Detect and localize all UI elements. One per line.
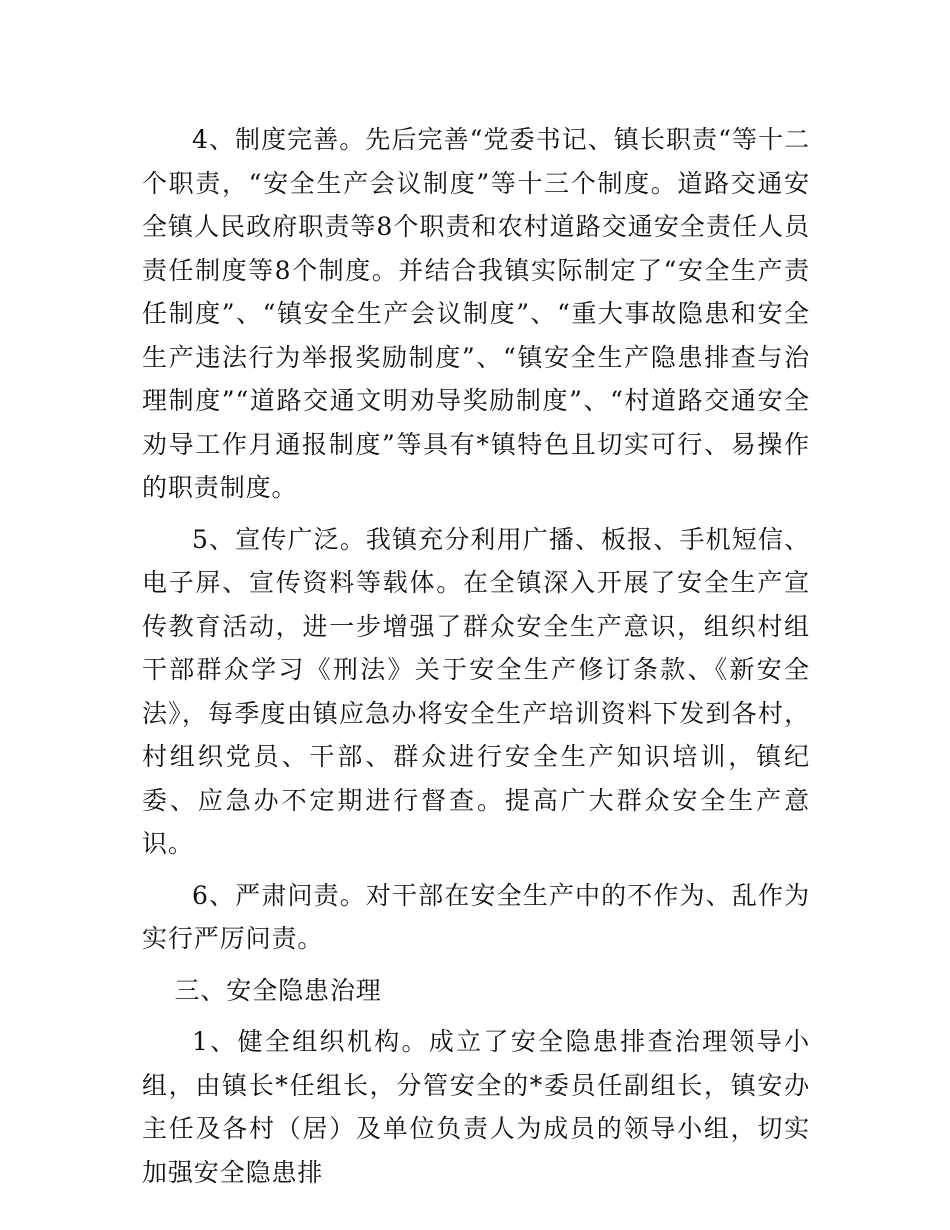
paragraph-system-improvement: 4、制度完善。先后完善“党委书记、镇长职责“等十二个职责，“安全生产会议制度”等十三个制度。道路交通安全镇人民政府职责等8个职责和农村道路交通安全责任人员责任制度等8个制度。并结合我镇实际制定了“安全生产责任制度”、“镇安全生产会议制度”、“重大事故隐患和安全生产违法行为举报奖励制度”、“镇安全生产隐患排查与治理制度”“道路交通文明劝导奖励制度”、“村道路交通安全劝导工作月通报制度”等具有*镇特色且切实可行、易操作的职责制度。: [142, 125, 810, 502]
paragraph-publicity: 5、宣传广泛。我镇充分利用广播、板报、手机短信、电子屏、宣传资料等载体。在全镇深入开展了安全生产宣传教育活动，进一步增强了群众安全生产意识，组织村组干部群众学习《刑法》关于安全生产修订条款、《新安全法》，每季度由镇应急办将安全生产培训资料下发到各村，村组织党员、干部、群众进行安全生产知识培训，镇纪委、应急办不定期进行督查。提高广大群众安全生产意识。: [142, 524, 810, 858]
paragraph-accountability: 6、严肃问责。对干部在安全生产中的不作为、乱作为实行严厉问责。: [142, 880, 810, 953]
section-heading: 三、安全隐患治理: [174, 975, 382, 1005]
document-body: [142, 118, 810, 1202]
paragraph-organization: 1、健全组织机构。成立了安全隐患排查治理领导小组，由镇长*任组长，分管安全的*委员任副组长，镇安办主任及各村（居）及单位负责人为成员的领导小组，切实加强安全隐患排: [142, 1027, 810, 1187]
